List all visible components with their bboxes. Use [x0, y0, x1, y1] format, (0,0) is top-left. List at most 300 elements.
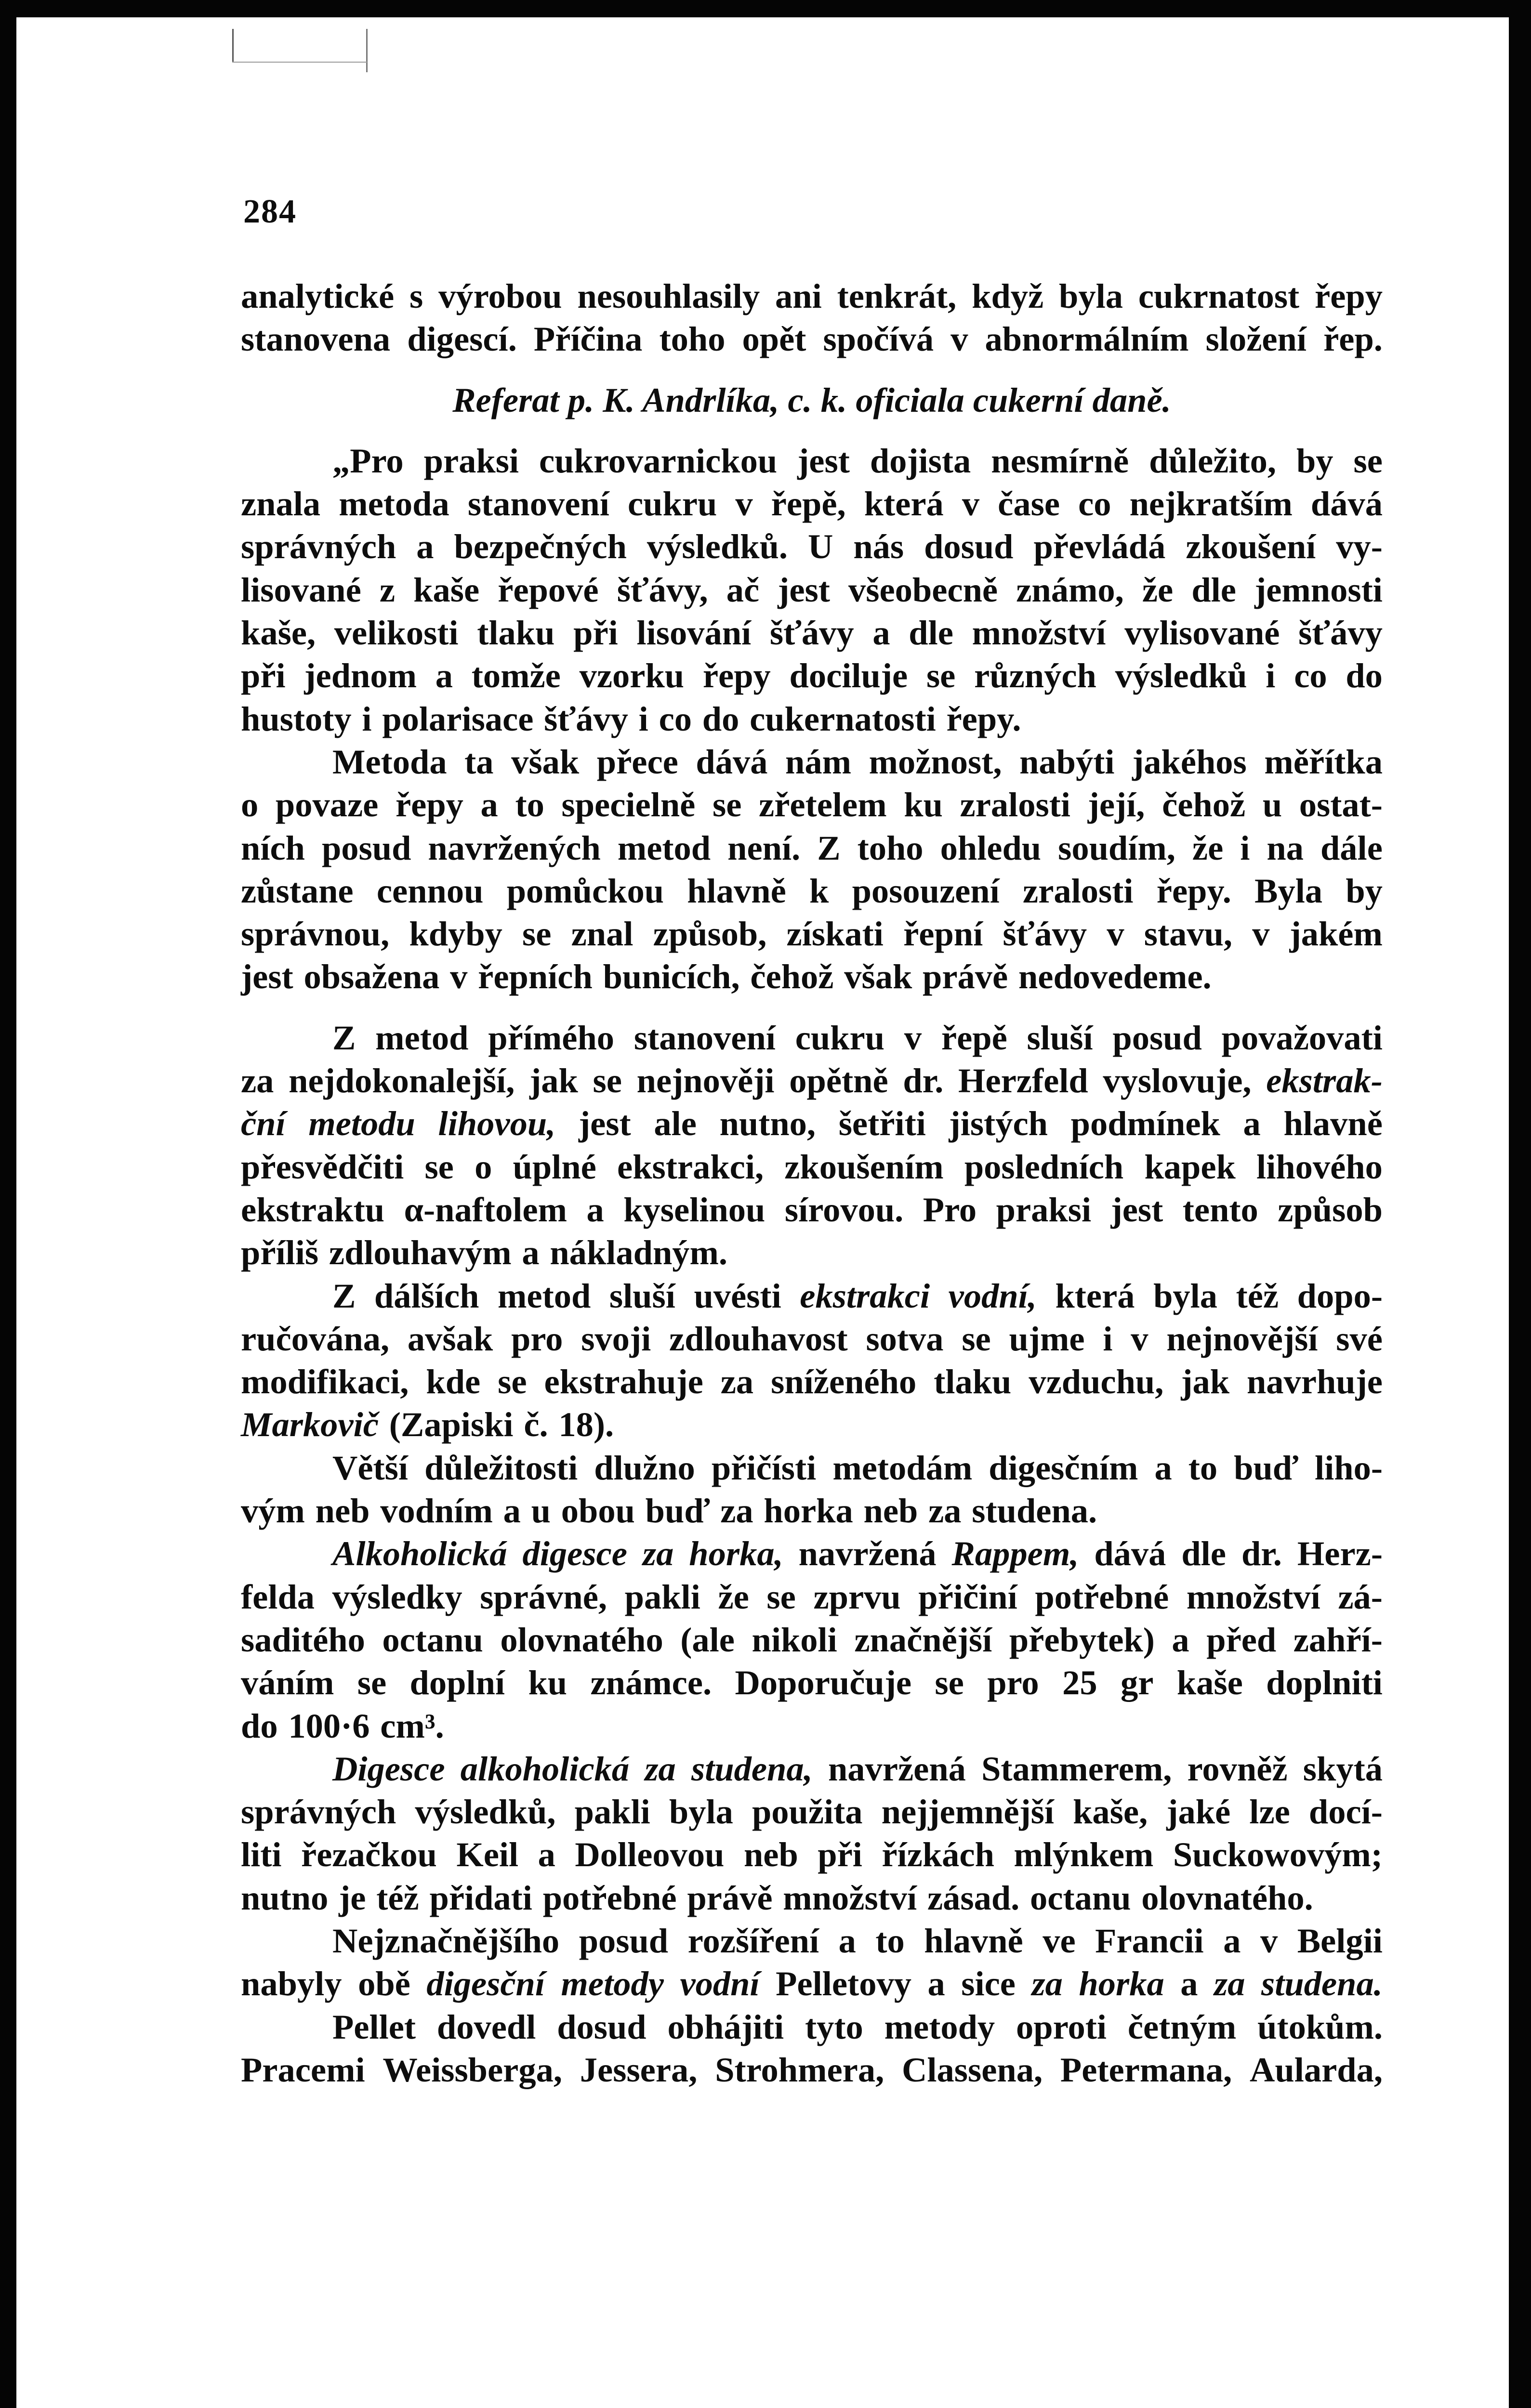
word: výsledků	[1115, 656, 1247, 695]
word: Byla	[1254, 871, 1323, 910]
word: nejdokonalejší,	[289, 1061, 515, 1100]
word: avšak	[407, 1319, 493, 1358]
word: pro	[987, 1663, 1039, 1702]
word: co	[659, 699, 692, 738]
word: četným	[1127, 2007, 1237, 2046]
word: za	[928, 1491, 962, 1531]
word: obsažena	[304, 957, 440, 996]
text-line	[241, 275, 1383, 317]
word: nutno	[241, 1878, 329, 1917]
word: a	[522, 1233, 540, 1272]
word: a	[586, 1190, 604, 1229]
word: pro	[511, 1319, 563, 1358]
text-line	[241, 1661, 1383, 1704]
word: doplní	[409, 1663, 505, 1702]
word: to	[1188, 1448, 1218, 1487]
word: zůstane	[241, 871, 354, 910]
word: Jessera,	[580, 2050, 698, 2089]
word: zahří-	[1293, 1620, 1383, 1659]
word: cukrnatost	[1138, 276, 1300, 315]
word: vodní	[680, 1964, 760, 2003]
word: při	[573, 613, 618, 653]
word: octanu	[1030, 1878, 1131, 1917]
word: v	[1260, 1921, 1278, 1960]
word: z	[379, 570, 396, 609]
word: 100·6	[288, 1706, 370, 1745]
text-line	[241, 1919, 1383, 1962]
word: a	[1223, 1921, 1241, 1960]
word: dále	[1320, 828, 1383, 867]
word: abnormálním	[985, 319, 1189, 359]
word: hustoty	[241, 699, 352, 738]
word: do	[241, 1706, 278, 1745]
word: ale	[654, 1104, 697, 1143]
word: zdlouhavost	[669, 1319, 848, 1358]
word: Rappem,	[951, 1534, 1079, 1573]
text-line	[241, 1059, 1383, 1102]
word: se	[962, 1319, 991, 1358]
word: jistých	[949, 1104, 1048, 1143]
word: olovnatého.	[1141, 1878, 1313, 1917]
word: že	[718, 1577, 749, 1616]
word: Z	[332, 1018, 356, 1057]
word: vodní,	[948, 1276, 1037, 1315]
text-line	[241, 1575, 1383, 1618]
word: při	[818, 1835, 862, 1874]
word: ve	[1043, 1921, 1076, 1960]
word: ekstrahuje	[544, 1362, 703, 1401]
word: studena.	[972, 1491, 1097, 1531]
word: i	[362, 699, 372, 738]
word: způsob,	[653, 914, 767, 954]
word: o	[241, 785, 259, 824]
word: skytá	[1303, 1749, 1383, 1788]
text-line	[241, 1876, 1383, 1919]
text-line	[241, 439, 1383, 482]
word: horka	[764, 1491, 853, 1531]
word: nabyly	[241, 1964, 342, 2003]
word: dle	[909, 613, 953, 653]
word: dle	[1191, 570, 1236, 609]
word: řepě	[941, 1018, 1007, 1057]
word: též	[1236, 1276, 1279, 1315]
word: tento	[1182, 1190, 1258, 1229]
word: řezačkou	[301, 1835, 437, 1874]
word: v	[450, 957, 468, 996]
word: metodám	[832, 1448, 973, 1487]
word: množství	[972, 613, 1106, 653]
word: dává	[1094, 1534, 1166, 1573]
text-line	[241, 654, 1383, 697]
word: právě	[687, 1878, 773, 1917]
word: v	[1252, 914, 1270, 954]
word: řep.	[1323, 319, 1383, 359]
word: vy-	[1336, 527, 1383, 566]
scan-artifact	[232, 62, 367, 63]
word: opět	[742, 319, 806, 359]
word: jak	[529, 1061, 578, 1100]
word: Větší	[332, 1448, 409, 1487]
word: nákladným.	[550, 1233, 728, 1272]
word: nejkratším	[1129, 484, 1293, 523]
word: se	[424, 1147, 454, 1186]
word: správných	[241, 1792, 396, 1832]
word: metod	[498, 1276, 591, 1315]
word: a	[503, 1491, 521, 1531]
text-line	[241, 740, 1383, 783]
word: znala	[241, 484, 321, 523]
word: to	[515, 785, 544, 824]
word: za	[645, 1749, 676, 1788]
word: ručována,	[241, 1319, 390, 1358]
word: své	[1336, 1319, 1383, 1358]
text-line	[241, 1403, 1383, 1446]
word: by	[1296, 441, 1333, 480]
word: před	[1206, 1620, 1277, 1659]
word: soudím,	[1058, 828, 1175, 867]
text-line	[241, 1747, 1383, 1790]
word: jakém	[1289, 914, 1383, 954]
text-line	[241, 912, 1383, 955]
word: jakéhos	[1132, 742, 1247, 781]
word: ujme	[1009, 1319, 1085, 1358]
word: cukru	[627, 484, 717, 523]
word: dovedl	[436, 2007, 536, 2046]
word: a	[416, 527, 434, 566]
word: se	[1353, 441, 1383, 480]
word: stanovení	[467, 484, 609, 523]
word: nutno,	[719, 1104, 816, 1143]
word: se	[357, 1663, 387, 1702]
word: když	[972, 276, 1044, 315]
word: lihovou,	[438, 1104, 556, 1143]
word: úplné	[513, 1147, 596, 1186]
word: cukru	[795, 1018, 885, 1057]
word: považovati	[1221, 1018, 1383, 1057]
word: lze	[1249, 1792, 1290, 1832]
text-line	[241, 869, 1383, 912]
word: a	[1180, 1964, 1198, 2003]
word: Aularda,	[1250, 2050, 1383, 2089]
word: zdlouhavým	[329, 1233, 512, 1272]
word: digesčním	[989, 1448, 1138, 1487]
word: za	[241, 1061, 274, 1100]
word: do	[1346, 656, 1383, 695]
word: za	[720, 1491, 753, 1531]
word: metody	[884, 2007, 995, 2046]
scan-artifact	[366, 29, 368, 72]
word: za	[642, 1534, 674, 1573]
text-line	[241, 1145, 1383, 1188]
text-line	[241, 2048, 1383, 2091]
paragraph-gap	[241, 361, 1383, 379]
word: nás	[853, 527, 904, 566]
word: navržených	[428, 828, 601, 867]
word: cukernatosti	[750, 699, 936, 738]
word: bunicích,	[603, 957, 740, 996]
word: 25	[1062, 1663, 1097, 1702]
word: důležitosti	[424, 1448, 578, 1487]
scan-artifact	[232, 29, 234, 63]
word: na	[1267, 828, 1304, 867]
text-line	[241, 1102, 1383, 1145]
word: kaše,	[1073, 1792, 1148, 1832]
word: digesční	[426, 1964, 545, 2003]
word: lisování	[636, 613, 752, 653]
word: útokům.	[1257, 2007, 1383, 2046]
word: obou	[561, 1491, 635, 1531]
word: že	[1192, 828, 1224, 867]
word: zřetelem	[759, 785, 887, 824]
word: její,	[1087, 785, 1145, 824]
word: α-naftolem	[404, 1190, 567, 1229]
word: nejjemnější	[881, 1792, 1055, 1832]
word: jednom	[304, 656, 417, 695]
word: posud	[579, 1921, 669, 1960]
word: „Pro	[332, 441, 404, 480]
word: čase	[998, 484, 1060, 523]
word: však	[844, 957, 912, 996]
word: složení	[1205, 319, 1307, 359]
word: horka	[1079, 1964, 1164, 2003]
word: a	[435, 656, 453, 695]
word: výsledků,	[415, 1792, 556, 1832]
word: studena,	[691, 1749, 813, 1788]
word: a	[538, 1835, 555, 1874]
word: výrobou	[438, 276, 562, 315]
word: mlýnkem	[1014, 1835, 1154, 1874]
word: dálších	[374, 1276, 479, 1315]
word: doplniti	[1266, 1663, 1383, 1702]
word: Pellet	[332, 2007, 416, 2046]
word: získati	[786, 914, 884, 954]
word: co	[1078, 484, 1111, 523]
word: pakli	[574, 1792, 650, 1832]
word: posledních	[964, 1147, 1124, 1186]
word: známo,	[1016, 570, 1124, 609]
word: vyslovuje,	[1103, 1061, 1252, 1100]
word: nabýti	[1019, 742, 1115, 781]
word: použita	[752, 1792, 863, 1832]
word: (ale	[680, 1620, 735, 1659]
word: jak	[1181, 1362, 1230, 1401]
word: v	[1131, 1319, 1148, 1358]
text-line	[241, 1790, 1383, 1833]
word: kde	[426, 1362, 481, 1401]
word: Stammerem,	[981, 1749, 1172, 1788]
word: k	[809, 871, 829, 910]
word: při	[241, 656, 286, 695]
word: stavu,	[1144, 914, 1233, 954]
word: tomže	[471, 656, 561, 695]
word: jaké	[1166, 1792, 1231, 1832]
word: dle	[1181, 1534, 1226, 1573]
word: metod	[375, 1018, 469, 1057]
word: Belgii	[1297, 1921, 1383, 1960]
word: v	[1107, 914, 1124, 954]
word: rovněž	[1187, 1749, 1288, 1788]
word: vodním	[380, 1491, 493, 1531]
word: množství	[783, 1878, 917, 1917]
word: Strohmera,	[715, 2050, 884, 2089]
word: Suckowovým;	[1173, 1835, 1383, 1874]
word: do	[702, 699, 739, 738]
word: zkoušení	[1186, 527, 1316, 566]
word: potřebné	[1035, 1577, 1169, 1616]
word: zralosti	[1023, 871, 1134, 910]
word: že	[1142, 570, 1174, 609]
word: ční	[241, 1104, 286, 1143]
word: neb	[315, 1491, 370, 1531]
word: praksi	[996, 1190, 1092, 1229]
word: řepy	[395, 785, 463, 824]
word: dosud	[924, 527, 1014, 566]
word: řepové	[498, 570, 599, 609]
text-line	[241, 955, 1383, 998]
word: která	[864, 484, 944, 523]
word: znal	[571, 914, 634, 954]
word: opětně	[789, 1061, 888, 1100]
word: č.	[524, 1405, 548, 1444]
word: zá-	[1338, 1577, 1383, 1616]
word: ostat-	[1299, 785, 1383, 824]
page-number: 284	[243, 193, 297, 230]
word: ekstraktu	[241, 1190, 385, 1229]
text-line	[241, 611, 1383, 654]
word: dosud	[557, 2007, 647, 2046]
text-line	[241, 826, 1383, 869]
word: dr.	[903, 1061, 944, 1100]
word: sluší	[1027, 1018, 1093, 1057]
word: tlaku	[477, 613, 555, 653]
text-line	[241, 1274, 1383, 1317]
text-line	[241, 697, 1383, 740]
word: o	[475, 1147, 492, 1186]
word: lihového	[1256, 1147, 1383, 1186]
text-line	[241, 1360, 1383, 1403]
word: lisované	[241, 570, 361, 609]
word: 18).	[558, 1405, 614, 1444]
word: zralosti	[960, 785, 1071, 824]
text-line	[241, 317, 1383, 360]
word: která	[1055, 1276, 1135, 1315]
word: dojista	[870, 441, 971, 480]
word: uvésti	[694, 1276, 781, 1315]
word: kaše	[413, 570, 480, 609]
word: Nejznačnějšího	[332, 1921, 560, 1960]
word: velikosti	[334, 613, 459, 653]
word: Pelletovy	[776, 1964, 911, 2003]
word: analytické	[241, 276, 395, 315]
word: Digesce	[332, 1749, 445, 1788]
word: kyselinou	[623, 1190, 766, 1229]
word: řepy.	[1156, 871, 1231, 910]
word: vzduchu,	[1029, 1362, 1164, 1401]
word: tlaku	[934, 1362, 1012, 1401]
word: šťávy	[1298, 613, 1383, 653]
word: dává	[696, 742, 768, 781]
word: řepy	[702, 656, 771, 695]
word: Z	[817, 828, 841, 867]
word: jest	[1110, 1190, 1163, 1229]
word: řepy.	[946, 699, 1021, 738]
scan-border-left	[0, 0, 16, 2408]
word: obě	[358, 1964, 410, 2003]
word: jest	[797, 441, 850, 480]
word: navržená	[798, 1534, 937, 1573]
word: posud	[321, 828, 411, 867]
section-heading: Referat p. K. Andrlíka, c. k. oficiala cukerní daně.	[452, 380, 1171, 419]
word: za	[1031, 1964, 1063, 2003]
text-line	[241, 1704, 1383, 1747]
word: buď	[645, 1491, 710, 1531]
word: šťávy	[544, 699, 628, 738]
word: i	[638, 699, 648, 738]
word: povaze	[275, 785, 379, 824]
word: správných	[241, 527, 396, 566]
word: přebytek)	[1009, 1620, 1155, 1659]
word: v	[904, 1018, 922, 1057]
word: i	[1266, 656, 1276, 695]
word: polarisace	[382, 699, 534, 738]
word: řepních	[478, 957, 593, 996]
word: Pracemi	[241, 2050, 365, 2089]
word: buď	[1234, 1448, 1298, 1487]
word: výsledky	[332, 1577, 462, 1616]
word: se	[593, 1061, 622, 1100]
word: přičísti	[711, 1448, 817, 1487]
word: metodu	[308, 1104, 415, 1143]
word: jest	[241, 957, 293, 996]
word: studena.	[1261, 1964, 1383, 2003]
word: Weissberga,	[383, 2050, 562, 2089]
word: liti	[241, 1835, 282, 1874]
word: felda	[241, 1577, 315, 1616]
word: Pro	[923, 1190, 977, 1229]
word: vylisované	[1124, 613, 1280, 653]
word: přičiní	[918, 1577, 1017, 1616]
text-line	[241, 482, 1383, 525]
word: byla	[1059, 276, 1123, 315]
word: potřebné	[542, 1878, 677, 1917]
word: a	[927, 1964, 945, 2003]
text-line	[241, 783, 1383, 826]
word: a	[838, 1921, 856, 1960]
word: stanovení	[634, 1018, 776, 1057]
text-line	[241, 1833, 1383, 1876]
word: i	[1103, 1319, 1113, 1358]
word: se	[712, 785, 742, 824]
text-line	[241, 568, 1383, 611]
word: Markovič	[241, 1405, 379, 1444]
word: různých	[974, 656, 1096, 695]
word: ku	[904, 785, 943, 824]
word: podmínek	[1070, 1104, 1220, 1143]
word: přidati	[429, 1878, 532, 1917]
word: saditého	[241, 1620, 365, 1659]
word: stanovena	[241, 319, 391, 359]
word: digescí.	[407, 319, 517, 359]
word: ekstrakci,	[617, 1147, 764, 1186]
word: metoda	[339, 484, 449, 523]
word: pakli	[624, 1577, 700, 1616]
text-line	[241, 2005, 1383, 2048]
word: toho	[857, 828, 924, 867]
word: ekstrak-	[1266, 1061, 1383, 1100]
word: i	[1240, 828, 1250, 867]
word: Příčina	[533, 319, 643, 359]
word: a	[872, 613, 890, 653]
